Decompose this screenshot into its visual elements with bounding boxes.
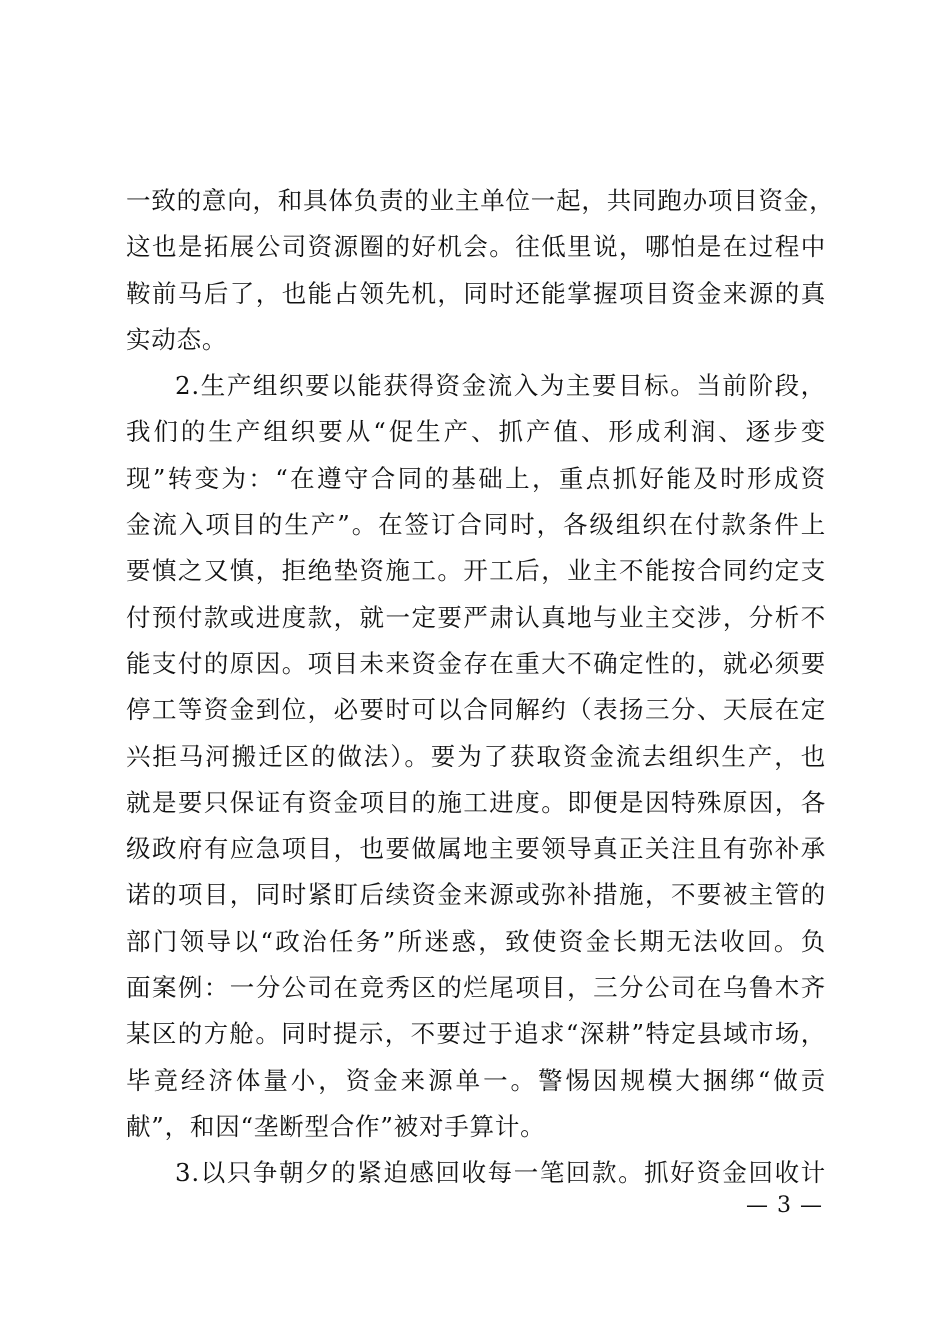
- text-line: 献”，和因“垄断型合作”被对手算计。: [126, 1111, 546, 1141]
- text-line: 我们的生产组织要从“促生产、抓产值、形成利润、逐步变: [126, 417, 826, 447]
- text-line: 诺的项目，同时紧盯后续资金来源或弥补措施，不要被主管的: [126, 880, 826, 910]
- page-number: — 3 —: [746, 1193, 823, 1218]
- text-line: 实动态。: [126, 324, 228, 354]
- text-line: 兴拒马河搬迁区的做法）。要为了获取资金流去组织生产，也: [126, 741, 826, 771]
- body-text: [126, 178, 835, 1197]
- text-line: 付预付款或进度款，就一定要严肃认真地与业主交涉，分析不: [126, 602, 826, 632]
- text-line: 要慎之又慎，拒绝垫资施工。开工后，业主不能按合同约定支: [126, 556, 826, 586]
- text-line: 级政府有应急项目，也要做属地主要领导真正关注且有弥补承: [126, 834, 826, 864]
- section-heading-line: 3.以只争朝夕的紧迫感回收每一笔回款。抓好资金回收计: [175, 1158, 826, 1188]
- text-line: 一致的意向，和具体负责的业主单位一起，共同跑办项目资金，: [126, 186, 835, 215]
- text-line: 就是要只保证有资金项目的施工进度。即便是因特殊原因，各: [126, 787, 826, 817]
- section-heading-line: 2.生产组织要以能获得资金流入为主要目标。当前阶段，: [175, 371, 826, 401]
- text-line: 面案例：一分公司在竞秀区的烂尾项目，三分公司在乌鲁木齐: [126, 973, 826, 1003]
- text-line: 现”转变为：“在遵守合同的基础上，重点抓好能及时形成资: [126, 463, 826, 493]
- text-line: 毕竟经济体量小，资金来源单一。警惕因规模大捆绑“做贡: [126, 1065, 826, 1095]
- text-line: 金流入项目的生产”。在签订合同时，各级组织在付款条件上: [126, 510, 826, 540]
- text-line: 这也是拓展公司资源圈的好机会。往低里说，哪怕是在过程中: [126, 232, 826, 262]
- text-line: 某区的方舱。同时提示，不要过于追求“深耕”特定县域市场，: [126, 1019, 826, 1049]
- text-line: 鞍前马后了，也能占领先机，同时还能掌握项目资金来源的真: [126, 278, 826, 308]
- text-line: 能支付的原因。项目未来资金存在重大不确定性的，就必须要: [126, 648, 826, 678]
- text-line: 停工等资金到位，必要时可以合同解约（表扬三分、天辰在定: [126, 695, 826, 725]
- text-line: 部门领导以“政治任务”所迷惑，致使资金长期无法收回。负: [126, 926, 826, 956]
